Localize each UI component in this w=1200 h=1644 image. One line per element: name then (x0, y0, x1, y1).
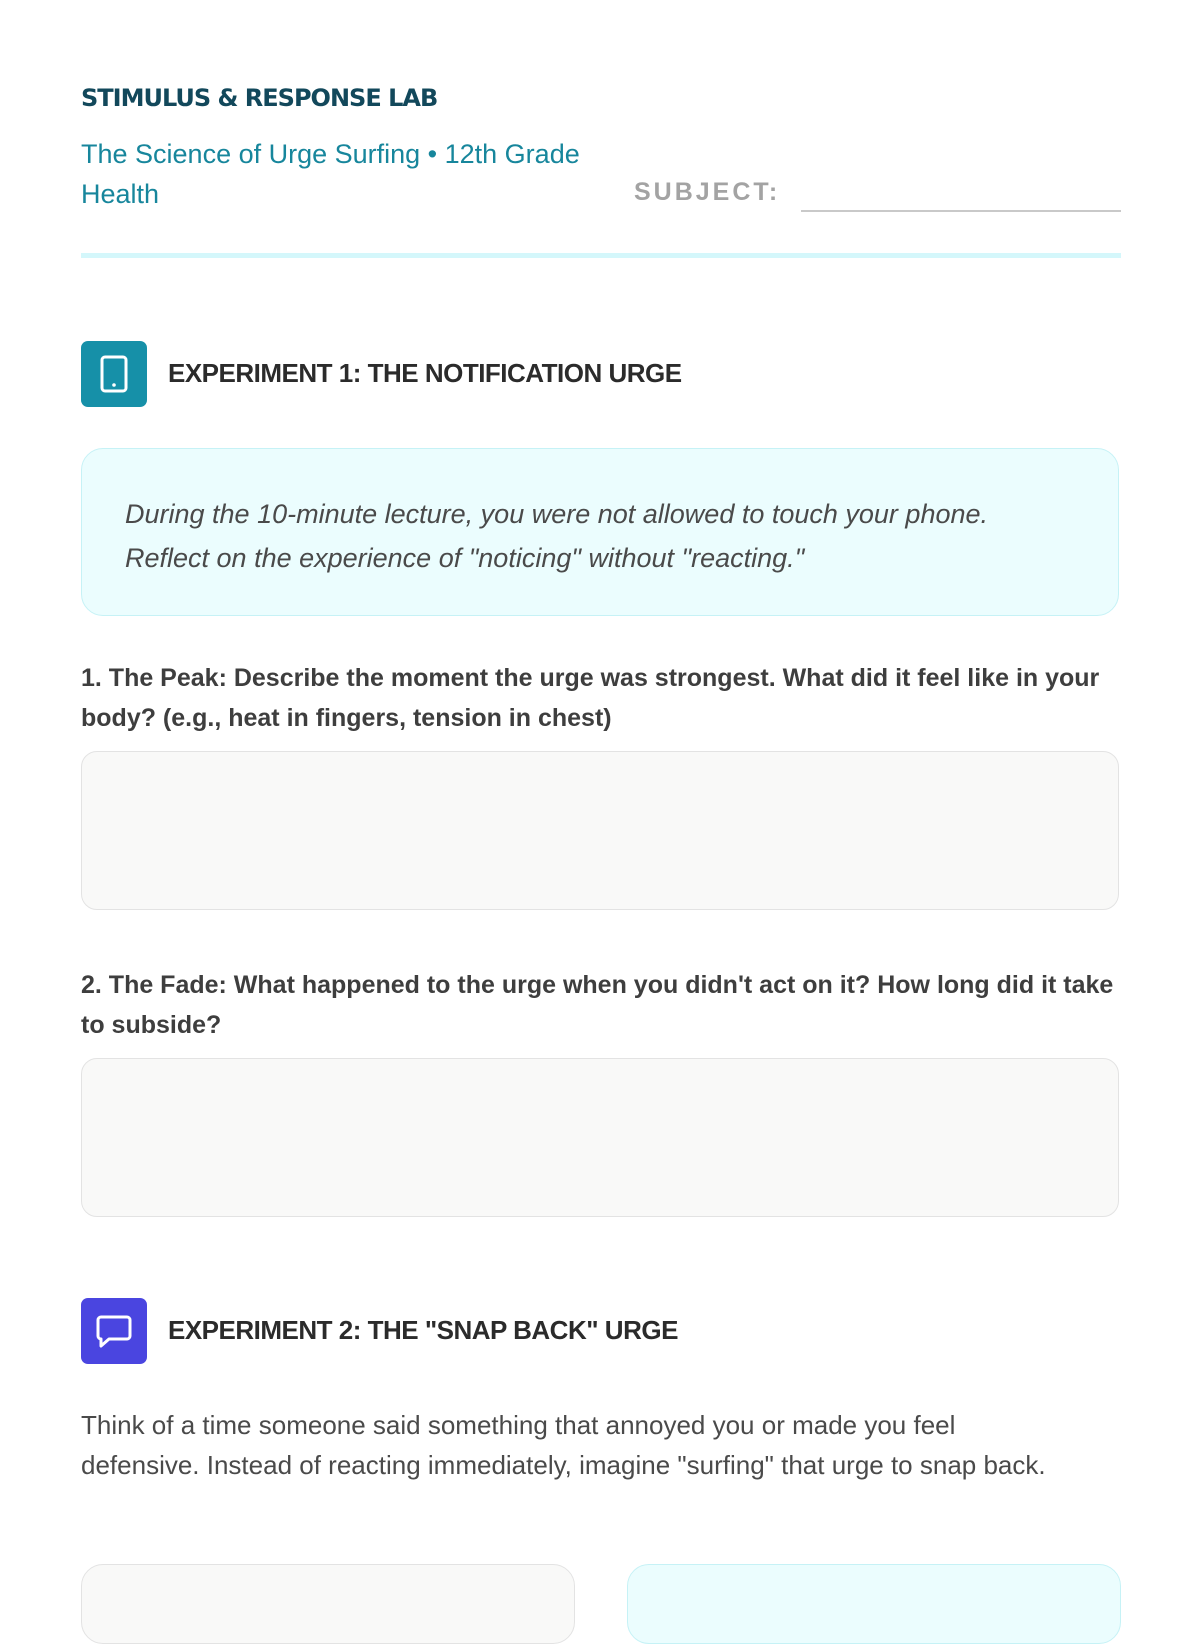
question-2-label: 2. The Fade: What happened to the urge when you didn't act on it? How long did it take to subside? (81, 971, 1114, 1039)
worksheet-subtitle: The Science of Urge Surfing • 12th Grade Health (81, 139, 580, 209)
experiment-2-reflection-card[interactable] (627, 1564, 1121, 1644)
subject-field[interactable] (801, 210, 1121, 212)
experiment-2-description: Think of a time someone said something that annoyed you or made you feel defensive. Instead of reacting immediately, imagine "surfing" that urge to snap back. (81, 1410, 1046, 1480)
experiment-2-title: EXPERIMENT 2: THE "SNAP BACK" URGE (168, 1315, 678, 1345)
experiment-1-instructions: During the 10-minute lecture, you were not allowed to touch your phone. Reflect on the experience of "noticing" without "reacting." (81, 448, 1119, 616)
question-2-answer-box[interactable] (81, 1058, 1119, 1217)
subject-label: SUBJECT: (634, 178, 781, 206)
question-1-answer-box[interactable] (81, 751, 1119, 910)
question-1-label: 1. The Peak: Describe the moment the urge was strongest. What did it feel like in your body? (e.g., heat in fingers, tension in chest) (81, 664, 1100, 732)
experiment-1-title: EXPERIMENT 1: THE NOTIFICATION URGE (168, 358, 682, 388)
brand-title: STIMULUS & RESPONSE LAB (81, 84, 438, 112)
speech-bubble-icon (81, 1298, 147, 1364)
worksheet-page (81, 0, 1121, 1600)
phone-icon (81, 341, 147, 407)
experiment-2-response-card[interactable] (81, 1564, 575, 1644)
header-divider (81, 253, 1121, 258)
